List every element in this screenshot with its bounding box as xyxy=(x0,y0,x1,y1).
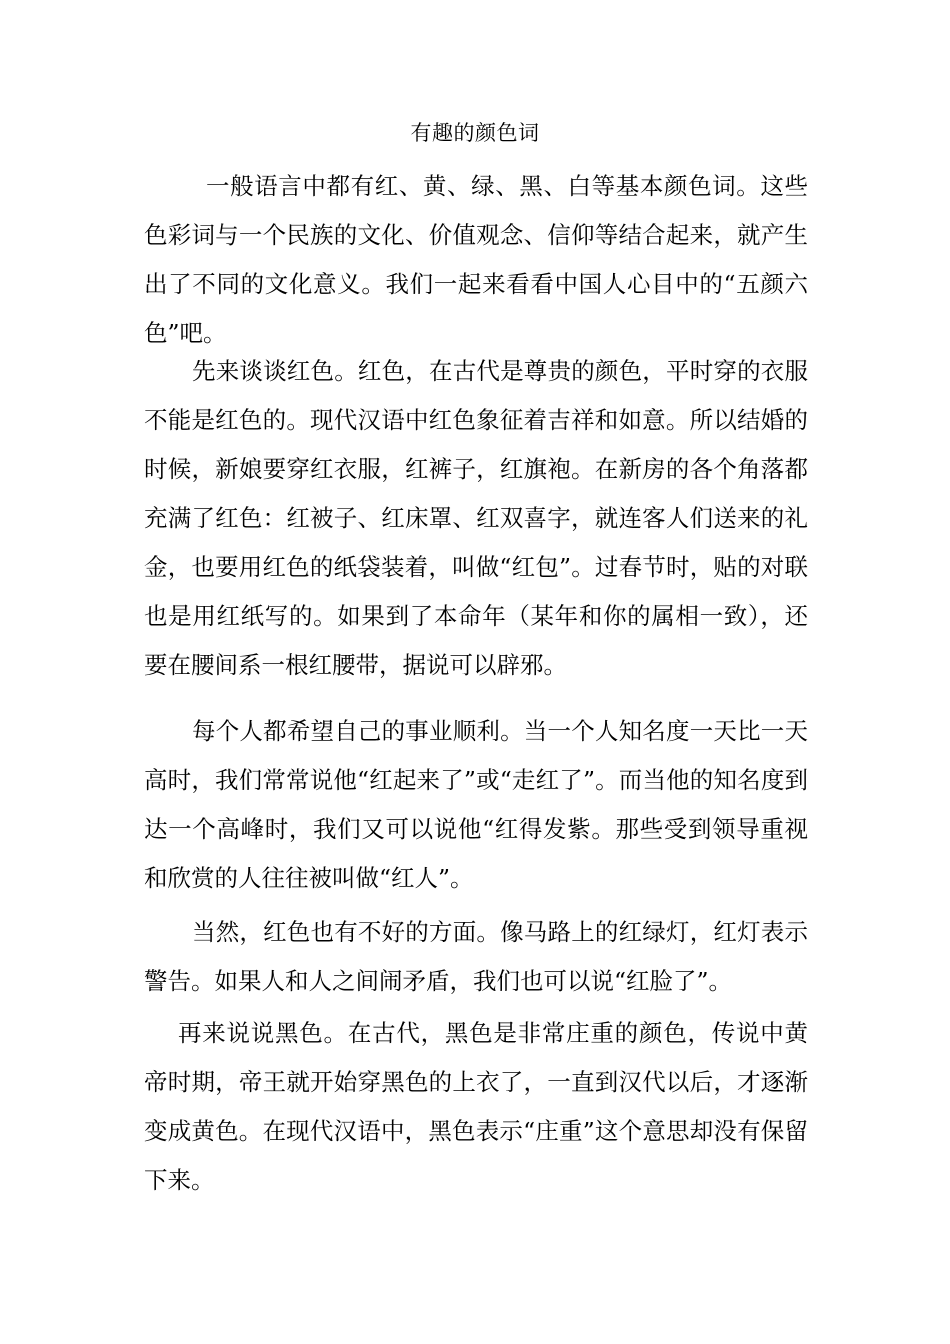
paragraph-red-fame: 每个人都希望自己的事业顺利。当一个人知名度一天比一天高时，我们常常说他“红起来了”或“走红了”。而当他的知名度到达一个高峰时，我们又可以说他“红得发紫。那些受到领导重视和欣赏的人往往被叫做“红人”。 xyxy=(144,717,808,892)
paragraph-red-negative: 当然，红色也有不好的方面。像马路上的红绿灯，红灯表示警告。如果人和人之间闹矛盾，我们也可以说“红脸了”。 xyxy=(144,918,808,995)
paragraph-black-color: 再来说说黑色。在古代，黑色是非常庄重的颜色，传说中黄帝时期，帝王就开始穿黑色的上衣了，一直到汉代以后，才逐渐变成黄色。在现代汉语中，黑色表示“庄重”这个意思却没有保留下来。 xyxy=(144,1019,808,1194)
paragraph-red-color: 先来谈谈红色。红色，在古代是尊贵的颜色，平时穿的衣服不能是红色的。现代汉语中红色象征着吉祥和如意。所以结婚的时候，新娘要穿红衣服，红裤子，红旗袍。在新房的各个角落都充满了红色：红被子、红床罩、红双喜字，就连客人们送来的礼金，也要用红色的纸袋装着，叫做“红包”。过春节时，贴的对联也是用红纸写的。如果到了本命年（某年和你的属相一致），还要在腰间系一根红腰带，据说可以辟邪。 xyxy=(144,357,808,679)
paragraph-intro: 一般语言中都有红、黄、绿、黑、白等基本颜色词。这些色彩词与一个民族的文化、价值观念、信仰等结合起来，就产生出了不同的文化意义。我们一起来看看中国人心目中的“五颜六色”吧。 xyxy=(144,172,808,347)
document-title: 有趣的颜色词 xyxy=(410,121,540,145)
